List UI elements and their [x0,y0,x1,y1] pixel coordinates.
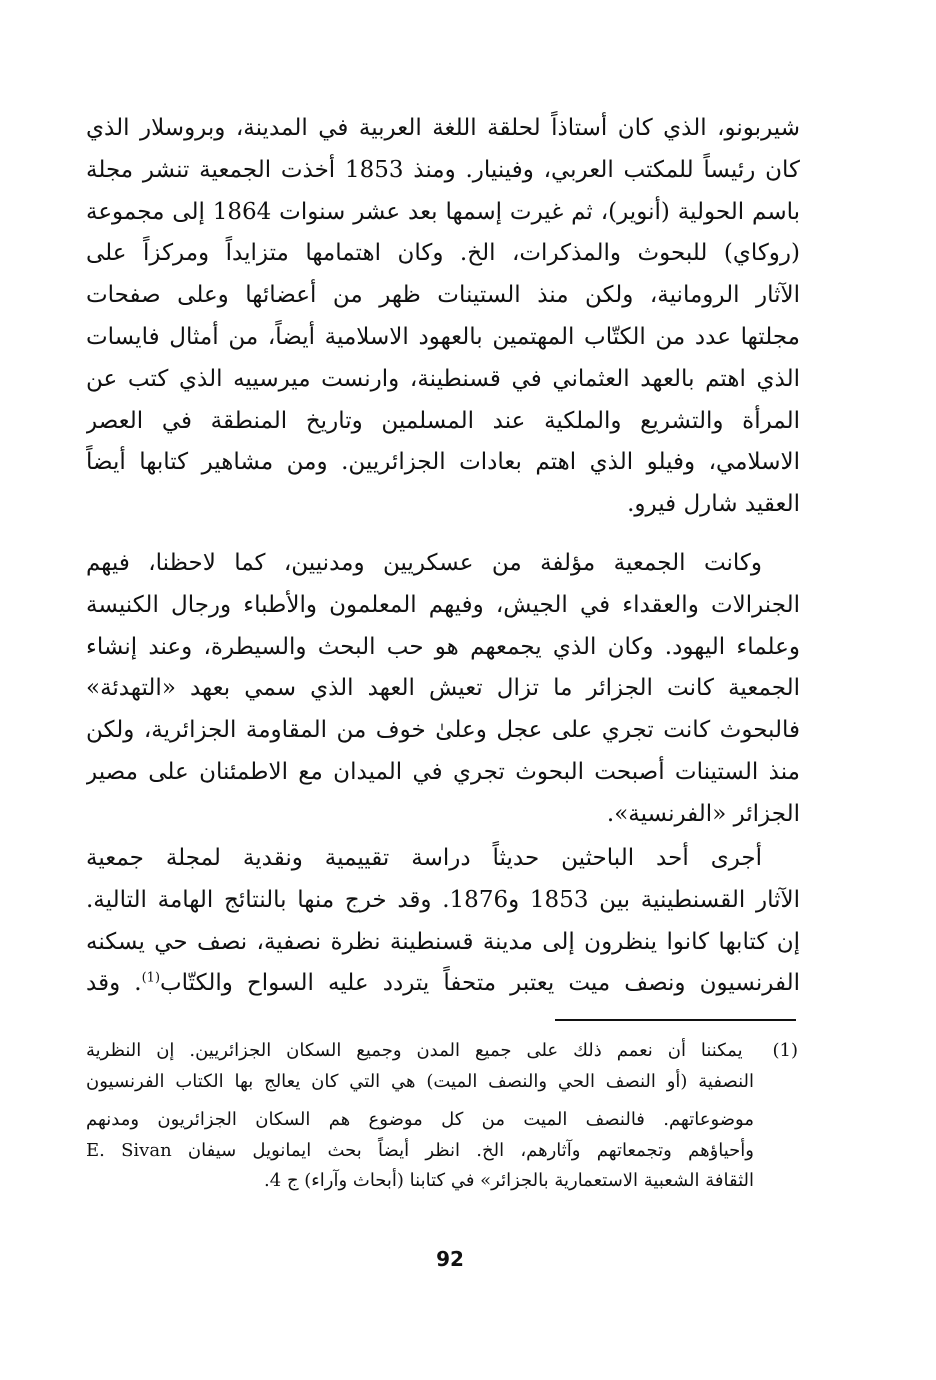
text-line: منذ الستينات أصبحت البحوث تجري في الميدان مع الاطمئنان على مصير [86,758,800,785]
text-line: الجمعية كانت الجزائر ما تزال تعيش العهد الذي سمي بعهد «التهدئة» [86,675,800,702]
text-line: مجلتها عدد من الكتّاب المهتمين بالعهود الاسلامية أيضاً، من أمثال فايسات [86,323,800,350]
text-line: الآثار الرومانية، ولكن منذ الستينات ظهر من أعضائها وعلى صفحات [86,282,800,309]
footnote [86,1036,798,1197]
text-line: وكانت الجمعية مؤلفة من عسكريين ومدنيين، كما لاحظنا، فيهم [86,550,762,576]
text-line: شيربونو، الذي كان أستاذاً لحلقة اللغة العربية في المدينة، وبروسلار الذي [86,115,800,141]
text-line: باسم الحولية (أنوير)، ثم غيرت إسمها بعد عشر سنوات 1864 إلى مجموعة [86,198,800,225]
footnote-line: وأحياؤهم وتجمعاتهم وآثارهم، الخ. انظر أيضاً بحث ايمانويل سيفان E. Sivan [86,1139,754,1161]
text-segment: . وقد [86,970,142,997]
text-line: إن كتابها كانوا ينظرون إلى مدينة قسنطينة نظرة نصفية، نصف حي يسكنه [86,928,800,955]
text-line: الآثار القسنطينية بين 1853 و1876. وقد خرج منها بالنتائج الهامة التالية. [86,886,800,913]
footnote-line: النصفية (أو النصف الحي والنصف الميت) هي التي كان يعالج بها الكتاب الفرنسيون [86,1070,754,1092]
text-line-with-reference [86,963,800,1005]
text-line: المرأة والتشريع والملكية عند المسلمين وتاريخ المنطقة في العصر [86,407,800,434]
footnote-reference[interactable]: (1) [141,970,161,986]
text-line: الجزائر «الفرنسية». [606,800,800,827]
footnote-separator [555,1019,796,1021]
text-line: العقيد شارل فيرو. [627,491,800,518]
text-line: الاسلامي، وفيلو الذي اهتم بعادات الجزائريين. ومن مشاهير كتابها أيضاً [86,449,800,476]
footnote-line [86,1036,798,1067]
footnote-line: الثقافة الشعبية الاستعمارية بالجزائر» في كتابنا (أبحاث وآراء) ج 4. [264,1170,754,1191]
footnote-number: (1) [772,1040,798,1061]
text-line: أجرى أحد الباحثين حديثاً دراسة تقييمية ونقدية لمجلة جمعية [86,845,762,871]
footnote-line: موضوعاتهم. فالنصف الميت من كل موضوع هم السكان الجزائريون ومدنهم [86,1109,754,1130]
text-line: الذي اهتم بالعهد العثماني في قسنطينة، وارنست ميرسييه الذي كتب عن [86,365,800,392]
text-line: (روكاي) للبحوث والمذكرات، الخ. وكان اهتمامها متزايداً ومركزاً على [86,240,800,267]
paragraph-3 [86,838,800,1005]
text-segment: الفرنسيون ونصف ميت يعتبر متحفاً يتردد عليه السواح والكتّاب [160,970,800,997]
page-number: 92 [436,1247,464,1271]
paragraph-2 [86,543,800,836]
text-line: وعلماء اليهود. وكان الذي يجمعهم هو حب البحث والسيطرة، وعند إنشاء [86,633,800,660]
text-line: كان رئيساً للمكتب العربي، وفينيار. ومنذ 1853 أخذت الجمعية تنشر مجلة [86,156,800,183]
footnote-text: يمكننا أن نعمم ذلك على جميع المدن وجميع السكان الجزائريين. إن النظرية [86,1040,743,1061]
text-line: الجنرالات والعقداء في الجيش، وفيهم المعلمون والأطباء ورجال الكنيسة [86,591,800,618]
text-line: فالبحوث كانت تجري على عجل وعلىٰ خوف من المقاومة الجزائرية، ولكن [86,717,800,744]
paragraph-1 [86,108,800,526]
